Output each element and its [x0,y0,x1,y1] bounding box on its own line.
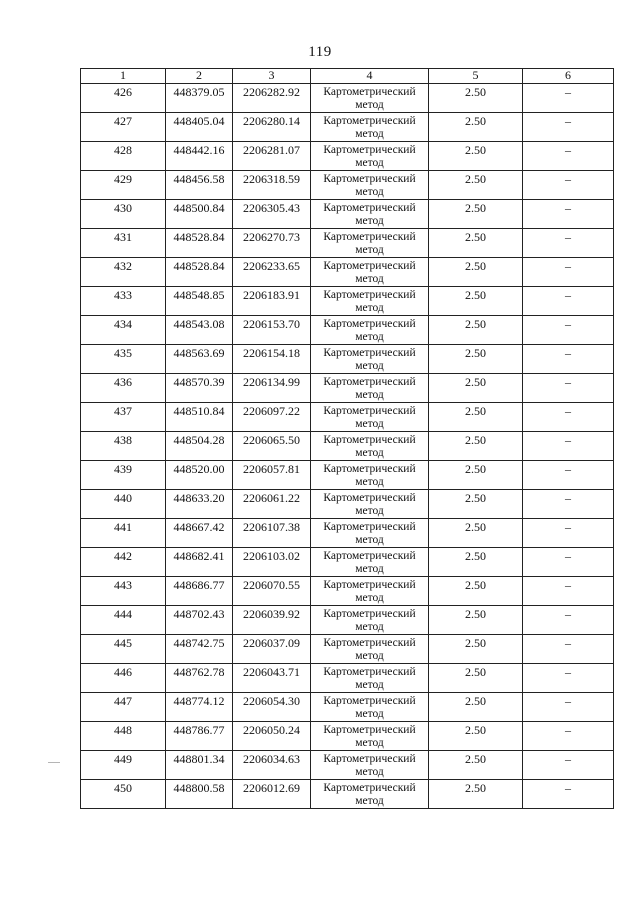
point-number-cell: 441 [81,519,166,548]
method-cell: Картометрический метод [311,635,429,664]
note-cell: – [523,316,614,345]
method-cell: Картометрический метод [311,722,429,751]
point-number-cell: 431 [81,229,166,258]
accuracy-cell: 2.50 [429,722,523,751]
x-coordinate-cell: 448682.41 [166,548,233,577]
table-row [81,780,614,809]
method-cell: Картометрический метод [311,142,429,171]
point-number-cell: 448 [81,722,166,751]
point-number-cell: 449 [81,751,166,780]
table-row [81,229,614,258]
y-coordinate-cell: 2206305.43 [233,200,311,229]
table-row [81,461,614,490]
table-row [81,432,614,461]
method-cell: Картометрический метод [311,345,429,374]
x-coordinate-cell: 448500.84 [166,200,233,229]
accuracy-cell: 2.50 [429,577,523,606]
accuracy-cell: 2.50 [429,664,523,693]
x-coordinate-cell: 448520.00 [166,461,233,490]
note-cell: – [523,635,614,664]
point-number-cell: 446 [81,664,166,693]
point-number-cell: 450 [81,780,166,809]
y-coordinate-cell: 2206057.81 [233,461,311,490]
y-coordinate-cell: 2206039.92 [233,606,311,635]
x-coordinate-cell: 448504.28 [166,432,233,461]
table-row [81,200,614,229]
point-number-cell: 427 [81,113,166,142]
accuracy-cell: 2.50 [429,142,523,171]
table-row [81,374,614,403]
note-cell: – [523,200,614,229]
accuracy-cell: 2.50 [429,780,523,809]
table-row [81,606,614,635]
method-cell: Картометрический метод [311,113,429,142]
method-cell: Картометрический метод [311,519,429,548]
scan-artifact [48,762,60,763]
x-coordinate-cell: 448686.77 [166,577,233,606]
y-coordinate-cell: 2206103.02 [233,548,311,577]
x-coordinate-cell: 448548.85 [166,287,233,316]
x-coordinate-cell: 448510.84 [166,403,233,432]
point-number-cell: 439 [81,461,166,490]
point-number-cell: 437 [81,403,166,432]
point-number-cell: 426 [81,84,166,113]
x-coordinate-cell: 448667.42 [166,519,233,548]
table-row [81,577,614,606]
point-number-cell: 445 [81,635,166,664]
method-cell: Картометрический метод [311,287,429,316]
header-col-1: 1 [81,69,166,84]
x-coordinate-cell: 448702.43 [166,606,233,635]
method-cell: Картометрический метод [311,490,429,519]
method-cell: Картометрический метод [311,258,429,287]
point-number-cell: 442 [81,548,166,577]
method-cell: Картометрический метод [311,403,429,432]
accuracy-cell: 2.50 [429,432,523,461]
method-cell: Картометрический метод [311,606,429,635]
accuracy-cell: 2.50 [429,345,523,374]
x-coordinate-cell: 448570.39 [166,374,233,403]
header-row [81,69,614,84]
point-number-cell: 430 [81,200,166,229]
y-coordinate-cell: 2206233.65 [233,258,311,287]
note-cell: – [523,519,614,548]
table-row [81,519,614,548]
note-cell: – [523,606,614,635]
x-coordinate-cell: 448801.34 [166,751,233,780]
accuracy-cell: 2.50 [429,229,523,258]
table-row [81,693,614,722]
table-row [81,84,614,113]
note-cell: – [523,780,614,809]
table-row [81,345,614,374]
x-coordinate-cell: 448633.20 [166,490,233,519]
method-cell: Картометрический метод [311,577,429,606]
accuracy-cell: 2.50 [429,287,523,316]
accuracy-cell: 2.50 [429,403,523,432]
accuracy-cell: 2.50 [429,490,523,519]
header-col-5: 5 [429,69,523,84]
point-number-cell: 432 [81,258,166,287]
method-cell: Картометрический метод [311,316,429,345]
note-cell: – [523,432,614,461]
accuracy-cell: 2.50 [429,113,523,142]
accuracy-cell: 2.50 [429,606,523,635]
method-cell: Картометрический метод [311,171,429,200]
method-cell: Картометрический метод [311,461,429,490]
method-cell: Картометрический метод [311,693,429,722]
table-row [81,635,614,664]
point-number-cell: 429 [81,171,166,200]
point-number-cell: 433 [81,287,166,316]
header-col-4: 4 [311,69,429,84]
method-cell: Картометрический метод [311,374,429,403]
accuracy-cell: 2.50 [429,171,523,200]
note-cell: – [523,577,614,606]
accuracy-cell: 2.50 [429,693,523,722]
accuracy-cell: 2.50 [429,751,523,780]
y-coordinate-cell: 2206270.73 [233,229,311,258]
accuracy-cell: 2.50 [429,258,523,287]
y-coordinate-cell: 2206153.70 [233,316,311,345]
method-cell: Картометрический метод [311,780,429,809]
accuracy-cell: 2.50 [429,84,523,113]
note-cell: – [523,113,614,142]
note-cell: – [523,287,614,316]
x-coordinate-cell: 448405.04 [166,113,233,142]
table-row [81,258,614,287]
point-number-cell: 447 [81,693,166,722]
point-number-cell: 436 [81,374,166,403]
point-number-cell: 428 [81,142,166,171]
header-col-6: 6 [523,69,614,84]
point-number-cell: 435 [81,345,166,374]
y-coordinate-cell: 2206034.63 [233,751,311,780]
header-col-3: 3 [233,69,311,84]
x-coordinate-cell: 448528.84 [166,229,233,258]
note-cell: – [523,345,614,374]
x-coordinate-cell: 448528.84 [166,258,233,287]
x-coordinate-cell: 448800.58 [166,780,233,809]
table-row [81,490,614,519]
accuracy-cell: 2.50 [429,635,523,664]
y-coordinate-cell: 2206097.22 [233,403,311,432]
x-coordinate-cell: 448543.08 [166,316,233,345]
coordinates-table [80,68,614,809]
y-coordinate-cell: 2206070.55 [233,577,311,606]
note-cell: – [523,229,614,258]
accuracy-cell: 2.50 [429,316,523,345]
method-cell: Картометрический метод [311,548,429,577]
x-coordinate-cell: 448762.78 [166,664,233,693]
note-cell: – [523,171,614,200]
note-cell: – [523,664,614,693]
table-row [81,751,614,780]
table-row [81,548,614,577]
note-cell: – [523,84,614,113]
x-coordinate-cell: 448563.69 [166,345,233,374]
point-number-cell: 440 [81,490,166,519]
y-coordinate-cell: 2206318.59 [233,171,311,200]
y-coordinate-cell: 2206280.14 [233,113,311,142]
table-row [81,316,614,345]
accuracy-cell: 2.50 [429,200,523,229]
y-coordinate-cell: 2206154.18 [233,345,311,374]
y-coordinate-cell: 2206061.22 [233,490,311,519]
y-coordinate-cell: 2206282.92 [233,84,311,113]
y-coordinate-cell: 2206054.30 [233,693,311,722]
accuracy-cell: 2.50 [429,519,523,548]
table-row [81,287,614,316]
note-cell: – [523,461,614,490]
note-cell: – [523,374,614,403]
note-cell: – [523,403,614,432]
page-number: 119 [308,44,332,60]
table-row [81,403,614,432]
y-coordinate-cell: 2206012.69 [233,780,311,809]
table-body [81,84,614,809]
table-row [81,142,614,171]
point-number-cell: 444 [81,606,166,635]
x-coordinate-cell: 448774.12 [166,693,233,722]
note-cell: – [523,548,614,577]
note-cell: – [523,142,614,171]
table-row [81,722,614,751]
method-cell: Картометрический метод [311,84,429,113]
y-coordinate-cell: 2206134.99 [233,374,311,403]
note-cell: – [523,751,614,780]
x-coordinate-cell: 448786.77 [166,722,233,751]
y-coordinate-cell: 2206107.38 [233,519,311,548]
x-coordinate-cell: 448742.75 [166,635,233,664]
header-col-2: 2 [166,69,233,84]
note-cell: – [523,693,614,722]
table-row [81,664,614,693]
y-coordinate-cell: 2206183.91 [233,287,311,316]
method-cell: Картометрический метод [311,200,429,229]
y-coordinate-cell: 2206043.71 [233,664,311,693]
point-number-cell: 438 [81,432,166,461]
y-coordinate-cell: 2206037.09 [233,635,311,664]
accuracy-cell: 2.50 [429,461,523,490]
x-coordinate-cell: 448379.05 [166,84,233,113]
note-cell: – [523,258,614,287]
x-coordinate-cell: 448442.16 [166,142,233,171]
method-cell: Картометрический метод [311,664,429,693]
point-number-cell: 443 [81,577,166,606]
note-cell: – [523,722,614,751]
table-header [81,69,614,84]
point-number-cell: 434 [81,316,166,345]
y-coordinate-cell: 2206065.50 [233,432,311,461]
y-coordinate-cell: 2206050.24 [233,722,311,751]
table-row [81,113,614,142]
method-cell: Картометрический метод [311,432,429,461]
table-row [81,171,614,200]
note-cell: – [523,490,614,519]
accuracy-cell: 2.50 [429,374,523,403]
y-coordinate-cell: 2206281.07 [233,142,311,171]
method-cell: Картометрический метод [311,751,429,780]
accuracy-cell: 2.50 [429,548,523,577]
method-cell: Картометрический метод [311,229,429,258]
x-coordinate-cell: 448456.58 [166,171,233,200]
